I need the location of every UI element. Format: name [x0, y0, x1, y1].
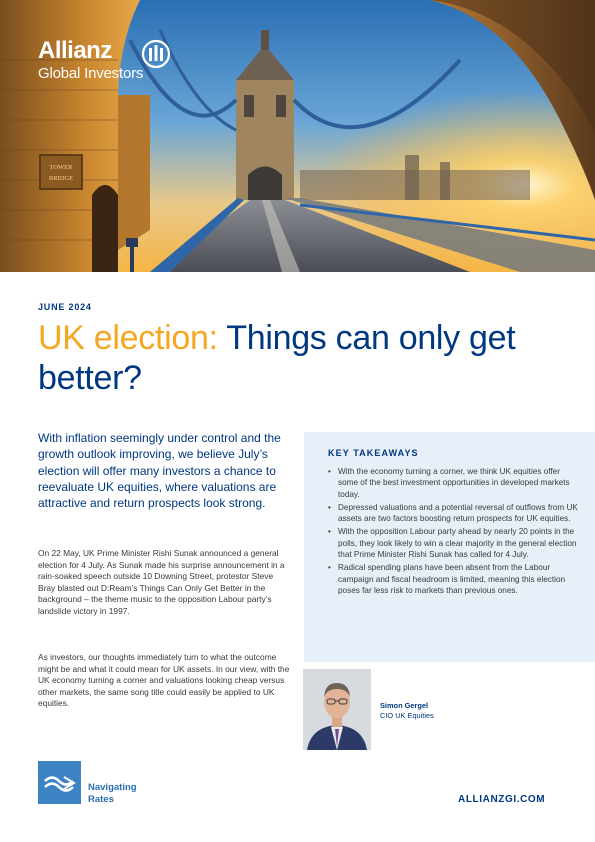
sign-line-1: TOWER [49, 164, 73, 171]
author-role: CIO UK Equities [380, 711, 434, 720]
author-name: Simon Gergel [380, 701, 429, 710]
sign-line-2: BRIDGE [48, 175, 74, 182]
takeaway-item [328, 562, 579, 596]
navigating-rates-label [88, 782, 137, 806]
key-takeaways-heading: KEY TAKEAWAYS [328, 448, 419, 458]
takeaway-text: Depressed valuations and a potential reversal of outflows from UK assets are two factors boosting return prospects for UK equities. [338, 502, 578, 524]
takeaway-text: With the opposition Labour party ahead by nearly 20 points in the polls, they look likely to win a clear majority in the general election that Prime Minister Rishi Sunak has called for 4 July. [338, 527, 577, 560]
bullet-icon: • [328, 563, 331, 573]
takeaway-text: With the economy turning a corner, we think UK equities offer some of the best investment opportunities in developed markets today. [338, 467, 570, 499]
key-takeaways-list [328, 466, 579, 596]
author-portrait [303, 669, 371, 750]
publication-date: JUNE 2024 [38, 302, 92, 312]
author-photo [303, 669, 371, 750]
nav-line-2: Rates [88, 794, 114, 805]
bullet-icon: • [328, 467, 331, 476]
key-takeaways-panel [304, 432, 595, 662]
wave-icon [38, 761, 81, 804]
body-paragraph: As investors, our thoughts immediately turn to what the outcome might be and what it could mean for UK assets. In our view, with the UK economy turning a corner and valuations looking cheap versus other markets, the same song title could easily be applied to UK equities. [38, 652, 290, 709]
takeaway-text: Radical spending plans have been absent from the Labour campaign and fiscal headroom is limited, meaning this election poses far less risk to markets than previous ones. [338, 563, 566, 595]
title-highlight: UK election: [38, 319, 218, 357]
body-paragraph: On 22 May, UK Prime Minister Rishi Sunak announced a general election for 4 July. As Sunak made his surprise announcement in a rain-soaked speech outside 10 Downing Street, protestor Steve Bray blasted out D:Ream’s Things Can Only Get Better in the background – the theme music to the opposition Labour party’s landslide victory in 1997. [38, 548, 285, 616]
nav-line-1: Navigating [88, 782, 137, 793]
brand-name: Allianz [38, 37, 112, 64]
lead-paragraph: With inflation seemingly under control and the growth outlook improving, we believe July’s election will offer many investors a chance to reevaluate UK equities, where valuations are attractive and return prospects look strong. [38, 431, 281, 511]
bullet-icon: • [328, 527, 331, 537]
navigating-rates-logo [38, 761, 81, 804]
website-link[interactable]: ALLIANZGI.COM [458, 794, 546, 805]
hero-image [0, 0, 595, 272]
takeaway-item [328, 466, 579, 500]
title-rest: Things can only get better? [38, 319, 516, 397]
brand-subtitle: Global Investors [38, 65, 144, 82]
brand-logo [38, 38, 143, 83]
takeaway-item [328, 502, 579, 525]
page-title [38, 318, 558, 398]
takeaway-item [328, 526, 579, 560]
allianz-eagle-icon [141, 39, 171, 69]
bullet-icon: • [328, 502, 331, 512]
